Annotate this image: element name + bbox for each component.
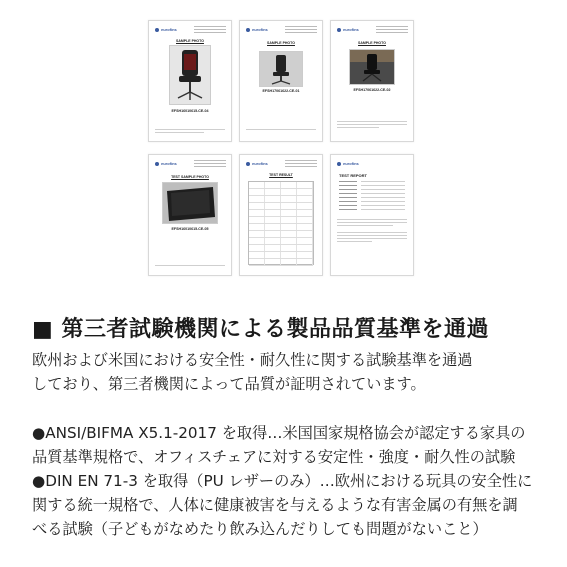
- fabric-photo: [162, 182, 218, 224]
- doc-heading: SAMPLE PHOTO: [267, 41, 295, 45]
- doc-footer-lines: [246, 129, 316, 132]
- doc-code: EFSH17061622-CE-01: [262, 89, 300, 93]
- eurofins-logo: eurofins: [155, 161, 177, 166]
- bullet-line: 関する統一規格で、人体に健康被害を与えるような有害金属の有無を調: [32, 496, 518, 514]
- certificate-page-4: [148, 154, 232, 276]
- certificate-documents-grid: [148, 20, 415, 276]
- intro-line: 欧州および米国における安全性・耐久性に関する試験基準を通過: [32, 351, 473, 369]
- doc-code: EFSH16010615-CE-05: [171, 227, 209, 231]
- doc-footer-lines: [155, 129, 225, 135]
- chair-photo: [259, 51, 303, 87]
- chair-photo: [349, 49, 395, 85]
- certificate-page-2: [239, 20, 323, 142]
- doc-meta-lines: [285, 160, 317, 169]
- intro-line: しており、第三者機関によって品質が証明されています。: [32, 375, 426, 393]
- eurofins-logo: eurofins: [246, 27, 268, 32]
- bullet-line: べる試験（子どもがなめたり飲み込んだりしても問題がないこと）: [32, 520, 488, 538]
- eurofins-logo: eurofins: [155, 27, 177, 32]
- eurofins-logo: eurofins: [246, 161, 268, 166]
- doc-footer-lines: [337, 121, 407, 130]
- certification-bullets: [32, 421, 552, 541]
- doc-code: EFSH16010615-CE-04: [171, 109, 209, 113]
- bullet-line: ●DIN EN 71-3 を取得（PU レザーのみ）…欧州における玩具の安全性に: [32, 472, 533, 490]
- bullet-line: ●ANSI/BIFMA X5.1-2017 を取得…米国国家規格協会が認定する家具の: [32, 424, 526, 442]
- doc-heading: TEST RESULT: [269, 173, 293, 177]
- doc-heading: SAMPLE PHOTO: [176, 39, 204, 43]
- doc-meta-lines: [194, 160, 226, 169]
- doc-meta-lines: [194, 26, 226, 35]
- report-fields: [339, 181, 405, 213]
- doc-meta-lines: [285, 26, 317, 35]
- eurofins-logo: eurofins: [337, 161, 359, 166]
- doc-heading: SAMPLE PHOTO: [358, 41, 386, 45]
- doc-code: EFSH17061622-CE-02: [353, 88, 391, 92]
- doc-heading: TEST SAMPLE PHOTO: [171, 175, 209, 179]
- certificate-page-1: [148, 20, 232, 142]
- section-heading: ■ 第三者試験機関による製品品質基準を通過: [32, 317, 489, 342]
- test-report-title: TEST REPORT: [339, 173, 368, 178]
- chair-photo: [169, 45, 211, 105]
- certificate-page-6: [330, 154, 414, 276]
- certificate-page-3: [330, 20, 414, 142]
- intro-paragraph: [32, 348, 552, 396]
- eurofins-logo: eurofins: [337, 27, 359, 32]
- report-body-lines: [337, 219, 407, 244]
- doc-meta-lines: [376, 26, 408, 35]
- certificate-page-5: [239, 154, 323, 276]
- test-result-table: [248, 181, 314, 265]
- bullet-line: 品質基準規格で、オフィスチェアに対する安定性・強度・耐久性の試験: [32, 448, 516, 466]
- doc-footer-lines: [155, 265, 225, 268]
